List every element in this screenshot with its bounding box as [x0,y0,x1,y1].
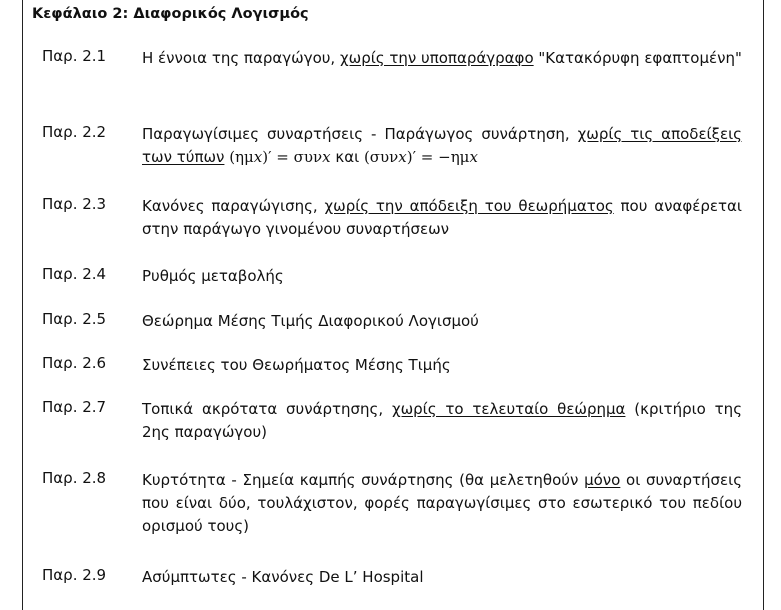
conjunction-text: και [335,148,360,166]
section-number: Παρ. 2.1 [42,47,107,65]
section-description: Ρυθμός μεταβολής [142,267,284,285]
formula-sine-derivative: (ημx)′ = συνx [229,148,331,166]
section-number: Παρ. 2.7 [42,398,107,416]
section-description [142,47,742,70]
section-number: Παρ. 2.8 [42,469,107,487]
formula-cosine-derivative: (συνx)′ = −ημx [363,148,478,166]
description-text: Κυρτότητα - Σημεία καμπής συνάρτησης (θα μελετηθούν [142,471,585,489]
section-number: Παρ. 2.5 [42,310,107,328]
description-text: Η έννοια της παραγώγου, [142,49,340,67]
exclusion-note: χωρίς την υποπαράγραφο [339,49,534,67]
section-description [142,123,742,169]
exclusion-note: χωρίς την απόδειξη του θεωρήματος [324,197,614,215]
section-description [142,469,742,538]
emphasis-note: μόνο [584,471,621,489]
description-text: Κανόνες παραγώγισης, [142,197,325,215]
chapter-title: Κεφάλαιο 2: Διαφορικός Λογισμός [32,6,309,22]
description-text: που αναφέρεται στην παράγωγο γινομένου συναρτήσεων [142,197,742,238]
description-text: Παραγωγίσιμες συναρτήσεις - Παράγωγος συνάρτηση, [142,125,578,143]
section-number: Παρ. 2.2 [42,123,107,141]
section-description: Ασύμπτωτες - Κανόνες De L’ Hospital [142,568,424,586]
description-text: "Κατακόρυφη εφαπτομένη" [533,49,742,67]
section-description [142,398,742,444]
section-number: Παρ. 2.9 [42,566,107,584]
section-number: Παρ. 2.6 [42,354,107,372]
description-text: Τοπικά ακρότατα συνάρτησης, [142,400,392,418]
section-number: Παρ. 2.3 [42,195,107,213]
section-description: Συνέπειες του Θεωρήματος Μέσης Τιμής [142,356,451,374]
description-text: οι συναρτήσεις που είναι δύο, τουλάχιστον, φορές παραγωγίσιμες στο εσωτερικό του πεδίου ορισμού τους) [142,471,742,535]
description-text: (κριτήριο της 2ης παραγώγου) [142,400,742,441]
section-description: Θεώρημα Μέσης Τιμής Διαφορικού Λογισμού [142,312,479,330]
section-number: Παρ. 2.4 [42,265,107,283]
exclusion-note: χωρίς το τελευταίο θεώρημα [391,400,626,418]
section-description [142,195,742,241]
exclusion-note: χωρίς τις αποδείξεις των τύπων [142,125,742,166]
